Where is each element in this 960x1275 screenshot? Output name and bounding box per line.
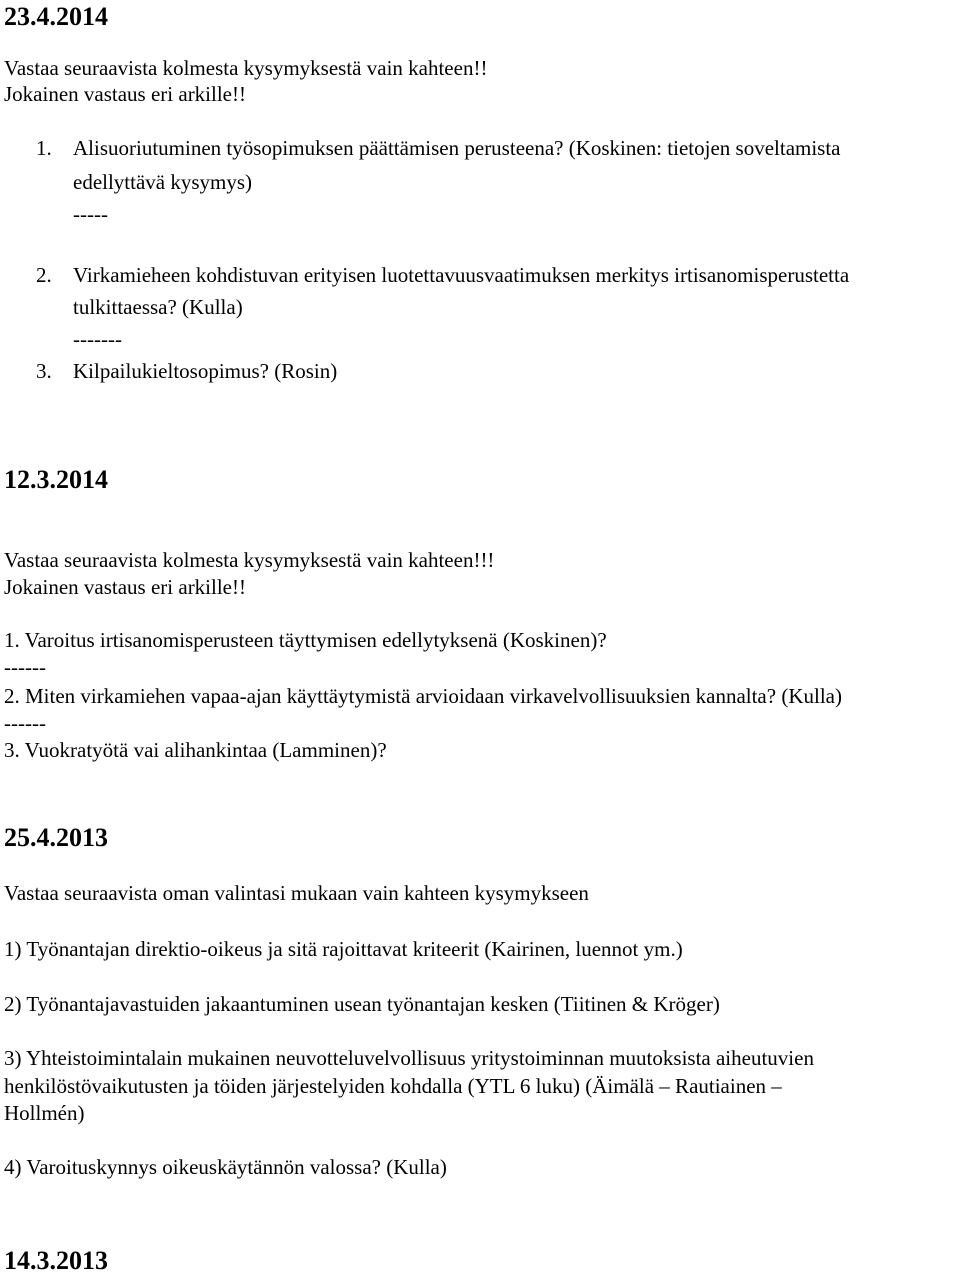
section1-date: 23.4.2014 — [4, 2, 108, 31]
section2-date: 12.3.2014 — [4, 465, 108, 494]
section1-q2-number: 2. — [36, 263, 52, 287]
section2-instruction-line2: Jokainen vastaus eri arkille!! — [4, 575, 246, 599]
section3-instruction: Vastaa seuraavista oman valintasi mukaan vain kahteen kysymykseen — [4, 881, 589, 905]
section3-q3-line3: Hollmén) — [4, 1101, 85, 1125]
section3-q2: 2) Työnantajavastuiden jakaantuminen usean työnantajan kesken (Tiitinen & Kröger) — [4, 992, 720, 1016]
section2-separator-2: ------ — [4, 711, 46, 735]
section1-q3-line1: Kilpailukieltosopimus? (Rosin) — [73, 359, 338, 383]
section3-q4: 4) Varoituskynnys oikeuskäytännön valossa? (Kulla) — [4, 1155, 447, 1179]
section1-separator-2: ------- — [73, 327, 122, 351]
section2-instruction-line1: Vastaa seuraavista kolmesta kysymyksestä vain kahteen!!! — [4, 548, 495, 572]
section1-instruction-line1: Vastaa seuraavista kolmesta kysymyksestä vain kahteen!! — [4, 56, 488, 80]
section3-q1: 1) Työnantajan direktio-oikeus ja sitä rajoittavat kriteerit (Kairinen, luennot ym.) — [4, 937, 683, 961]
section1-q1-number: 1. — [36, 136, 52, 160]
section1-q2-line2: tulkittaessa? (Kulla) — [73, 295, 243, 319]
section2-q2: 2. Miten virkamiehen vapaa-ajan käyttäytymistä arvioidaan virkavelvollisuuksien kannalta? (Kulla) — [4, 684, 842, 708]
section1-q1-line1: Alisuoriutuminen työsopimuksen päättämisen perusteena? (Koskinen: tietojen soveltamista — [73, 136, 841, 160]
section3-q3-line1: 3) Yhteistoimintalain mukainen neuvotteluvelvollisuus yritystoiminnan muutoksista aiheutuvien — [4, 1046, 814, 1070]
section2-q1: 1. Varoitus irtisanomisperusteen täyttymisen edellytyksenä (Koskinen)? — [4, 628, 607, 652]
section4-date: 14.3.2013 — [4, 1246, 108, 1275]
section1-q1-line2: edellyttävä kysymys) — [73, 170, 253, 194]
section3-q3-line2: henkilöstövaikutusten ja töiden järjestelyiden kohdalla (YTL 6 luku) (Äimälä – Rautiainen – — [4, 1074, 782, 1098]
section1-q2-line1: Virkamieheen kohdistuvan erityisen luotettavuusvaatimuksen merkitys irtisanomisperustetta — [73, 263, 850, 287]
section1-separator-1: ----- — [73, 202, 108, 226]
section1-instruction-line2: Jokainen vastaus eri arkille!! — [4, 82, 246, 106]
section1-q3-number: 3. — [36, 359, 52, 383]
section2-separator-1: ------ — [4, 655, 46, 679]
section2-q3: 3. Vuokratyötä vai alihankintaa (Lamminen)? — [4, 738, 387, 762]
section3-date: 25.4.2013 — [4, 823, 108, 852]
